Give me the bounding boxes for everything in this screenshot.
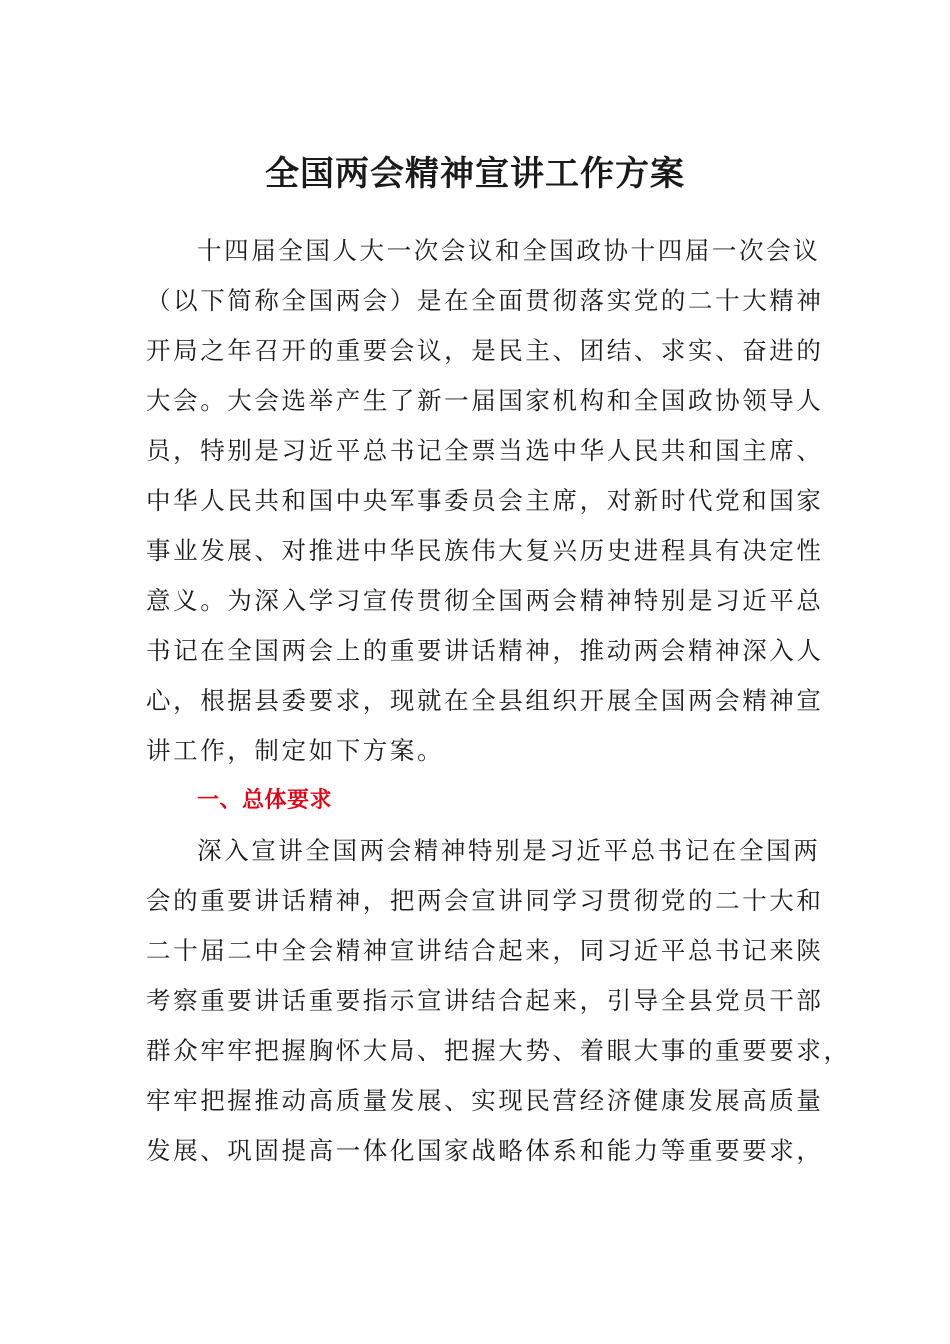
paragraph-2: [146, 826, 851, 1176]
paragraph-line: 员，特别是习近平总书记全票当选中华人民共和国主席、: [146, 436, 824, 465]
paragraph-1: [146, 226, 824, 776]
paragraph-line: 开局之年召开的重要会议，是民主、团结、求实、奋进的: [146, 336, 824, 365]
paragraph-line: 考察重要讲话重要指示宣讲结合起来，引导全县党员干部: [146, 986, 824, 1015]
document-title: 全国两会精神宣讲工作方案: [265, 154, 685, 194]
section-heading: 一、总体要求: [197, 788, 333, 813]
paragraph-line: 大会。大会选举产生了新一届国家机构和全国政协领导人: [146, 386, 824, 415]
paragraph-line: 意义。为深入学习宣传贯彻全国两会精神特别是习近平总: [146, 586, 824, 615]
paragraph-line: 十四届全国人大一次会议和全国政协十四届一次会议: [197, 236, 821, 265]
paragraph-line: 二十届二中全会精神宣讲结合起来，同习近平总书记来陕: [146, 936, 824, 965]
paragraph-line: 深入宣讲全国两会精神特别是习近平总书记在全国两: [197, 836, 821, 865]
document-body: [146, 226, 851, 1176]
paragraph-line: 书记在全国两会上的重要讲话精神，推动两会精神深入人: [146, 636, 824, 665]
paragraph-line: 事业发展、对推进中华民族伟大复兴历史进程具有决定性: [146, 536, 824, 565]
paragraph-line: 心，根据县委要求，现就在全县组织开展全国两会精神宣: [146, 686, 824, 715]
paragraph-line: 会的重要讲话精神，把两会宣讲同学习贯彻党的二十大和: [146, 886, 824, 915]
paragraph-line: 牢牢把握推动高质量发展、实现民营经济健康发展高质量: [146, 1086, 824, 1115]
paragraph-line: （以下简称全国两会）是在全面贯彻落实党的二十大精神: [146, 286, 824, 315]
paragraph-line: 发展、巩固提高一体化国家战略体系和能力等重要要求，: [146, 1136, 824, 1165]
paragraph-line: 讲工作，制定如下方案。: [146, 736, 445, 765]
paragraph-line: 群众牢牢把握胸怀大局、把握大势、着眼大事的重要要求，: [146, 1036, 851, 1065]
paragraph-line: 中华人民共和国中央军事委员会主席，对新时代党和国家: [146, 486, 824, 515]
